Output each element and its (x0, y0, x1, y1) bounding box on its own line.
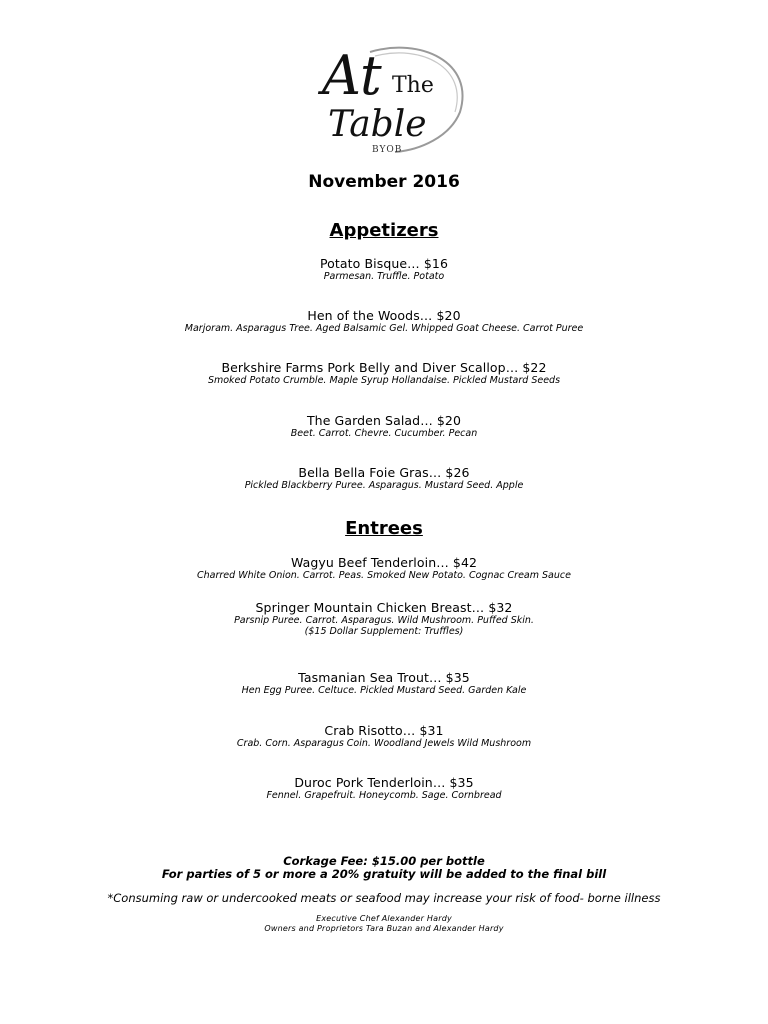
menu-item (0, 256, 768, 308)
menu-item-description: Pickled Blackberry Puree. Asparagus. Mustard Seed. Apple (244, 480, 524, 491)
menu-item-description: Crab. Corn. Asparagus Coin. Woodland Jewels Wild Mushroom (236, 738, 532, 749)
menu-item (0, 600, 768, 670)
menu-item-description: Fennel. Grapefruit. Honeycomb. Sage. Cornbread (266, 790, 502, 801)
menu-item-title: Hen of the Woods… $20 (307, 308, 461, 323)
menu-item (0, 465, 768, 505)
menu-item-description: Marjoram. Asparagus Tree. Aged Balsamic Gel. Whipped Goat Cheese. Carrot Puree (184, 323, 584, 334)
food-safety-warning: *Consuming raw or undercooked meats or seafood may increase your risk of food- borne illness (107, 891, 661, 905)
menu-item (0, 308, 768, 360)
chef-credit: Executive Chef Alexander Hardy (316, 914, 452, 923)
menu-item-title: Crab Risotto… $31 (324, 723, 444, 738)
menu-item-title: Bella Bella Foie Gras… $26 (298, 465, 470, 480)
section-heading-appetizers: Appetizers (329, 220, 439, 241)
menu-item-description: Charred White Onion. Carrot. Peas. Smoked New Potato. Cognac Cream Sauce (197, 570, 571, 581)
menu-item (0, 360, 768, 413)
menu-item-description: Beet. Carrot. Chevre. Cucumber. Pecan (290, 428, 478, 439)
menu-item-title: The Garden Salad… $20 (306, 413, 462, 428)
menu-item-description: Hen Egg Puree. Celtuce. Pickled Mustard Seed. Garden Kale (241, 685, 527, 696)
menu-item-title: Wagyu Beef Tenderloin… $42 (290, 555, 478, 570)
owners-credit: Owners and Proprietors Tara Buzan and Alexander Hardy (264, 924, 504, 933)
menu-item (0, 555, 768, 600)
corkage-fee: Corkage Fee: $15.00 per bottle (283, 854, 485, 868)
menu-item-title: Springer Mountain Chicken Breast… $32 (255, 600, 513, 615)
menu-item (0, 413, 768, 465)
menu-item-title: Berkshire Farms Pork Belly and Diver Scallop… $22 (221, 360, 547, 375)
restaurant-logo (300, 32, 470, 160)
section-heading-entrees: Entrees (345, 518, 423, 539)
menu-item-description: Parmesan. Truffle. Potato (323, 271, 445, 282)
menu-item-supplement: ($15 Dollar Supplement: Truffles) (304, 626, 464, 637)
logo-the-text: The (392, 73, 434, 98)
menu-footer (0, 855, 768, 934)
gratuity-note: For parties of 5 or more a 20% gratuity will be added to the final bill (161, 867, 607, 881)
entrees-list (0, 555, 768, 815)
menu-item-title: Potato Bisque… $16 (319, 256, 449, 271)
menu-item (0, 775, 768, 815)
menu-month: November 2016 (308, 172, 460, 192)
appetizers-list (0, 256, 768, 505)
menu-item-title: Duroc Pork Tenderloin… $35 (294, 775, 474, 790)
logo-table-text: Table (328, 104, 427, 145)
menu-item-description: Smoked Potato Crumble. Maple Syrup Hollandaise. Pickled Mustard Seeds (207, 375, 561, 386)
logo-at-text: At (322, 44, 382, 107)
menu-item-description: Parsnip Puree. Carrot. Asparagus. Wild Mushroom. Puffed Skin. (234, 615, 534, 626)
logo-byob-text: BYOB (372, 145, 403, 155)
menu-item (0, 723, 768, 775)
menu-item (0, 670, 768, 723)
menu-item-title: Tasmanian Sea Trout… $35 (298, 670, 470, 685)
